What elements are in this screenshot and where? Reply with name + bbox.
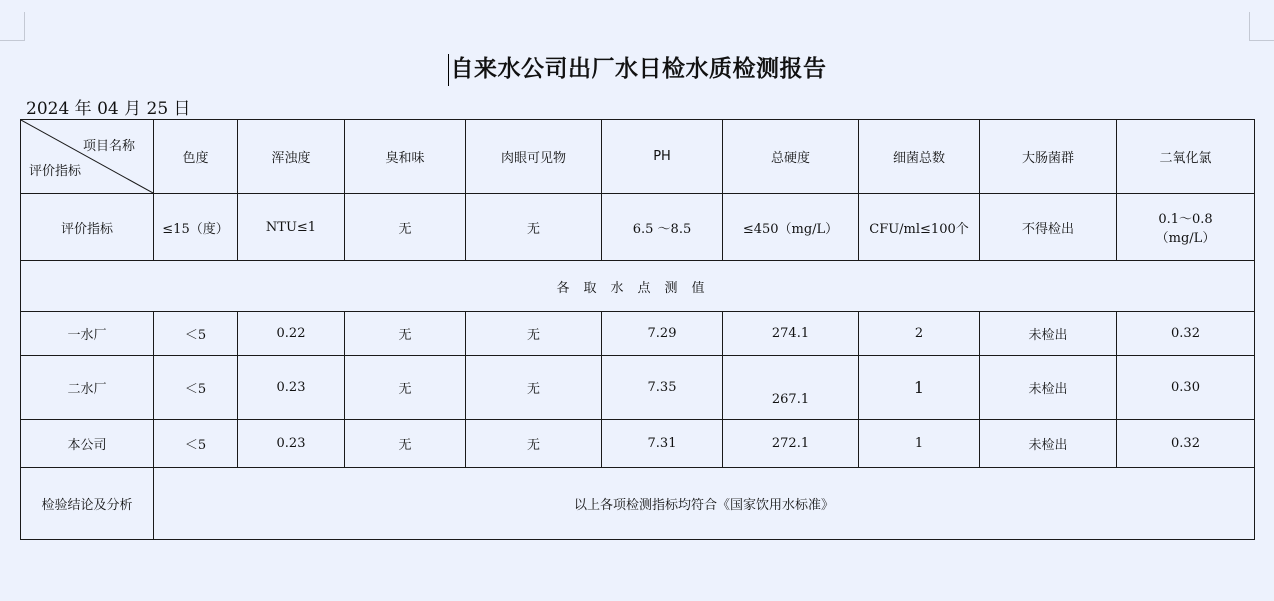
- standard-cell: ≤15（度）: [154, 194, 238, 261]
- chlorine-range: 0.1～0.8: [1158, 212, 1213, 227]
- corner-label-criteria: 评价指标: [29, 164, 82, 179]
- value-cell: 1: [859, 420, 980, 468]
- value-cell: 未检出: [980, 312, 1117, 356]
- value-cell: 1: [859, 356, 980, 420]
- row-label: 评价指标: [21, 194, 154, 261]
- header-row: [21, 120, 1255, 194]
- standard-row: [21, 194, 1255, 261]
- header-cell: PH: [602, 120, 723, 194]
- value-cell: 无: [466, 312, 602, 356]
- value-cell: 无: [345, 356, 466, 420]
- value-cell: 7.29: [602, 312, 723, 356]
- standard-cell-chlorine: [1117, 194, 1255, 261]
- row-label: 二水厂: [21, 356, 154, 420]
- standard-cell: 不得检出: [980, 194, 1117, 261]
- value-cell: 0.30: [1117, 356, 1255, 420]
- row-label: 本公司: [21, 420, 154, 468]
- table-row: [21, 312, 1255, 356]
- report-date: 2024 年 04 月 25 日: [26, 99, 191, 119]
- value-cell: 无: [466, 356, 602, 420]
- standard-cell: CFU/ml≤100个: [859, 194, 980, 261]
- value-cell: 无: [466, 420, 602, 468]
- value-cell-wrap: [723, 356, 859, 420]
- value-cell: 0.32: [1117, 420, 1255, 468]
- header-cell: 浑浊度: [238, 120, 345, 194]
- value-cell: 7.35: [602, 356, 723, 420]
- value-cell: 274.1: [723, 312, 859, 356]
- value-cell: 未检出: [980, 356, 1117, 420]
- header-cell: 肉眼可见物: [466, 120, 602, 194]
- header-cell: 色度: [154, 120, 238, 194]
- header-cell: 总硬度: [723, 120, 859, 194]
- value-cell: 2: [859, 312, 980, 356]
- value-cell: 0.23: [238, 356, 345, 420]
- standard-cell: 无: [345, 194, 466, 261]
- standard-cell: 6.5 ～8.5: [602, 194, 723, 261]
- header-cell: 二氧化氯: [1117, 120, 1255, 194]
- standard-cell: ≤450（mg/L）: [723, 194, 859, 261]
- chlorine-unit: （mg/L）: [1155, 231, 1216, 246]
- value-cell: 0.23: [238, 420, 345, 468]
- value-cell: 0.22: [238, 312, 345, 356]
- section-title: 各取水点测值: [21, 261, 1255, 312]
- value-cell: 272.1: [723, 420, 859, 468]
- value-cell: 7.31: [602, 420, 723, 468]
- page-corner-top-right: [1249, 12, 1274, 41]
- diagonal-header-cell: [21, 120, 154, 194]
- value-cell: 未检出: [980, 420, 1117, 468]
- header-cell: 臭和味: [345, 120, 466, 194]
- header-cell: 大肠菌群: [980, 120, 1117, 194]
- value-cell: ＜5: [154, 356, 238, 420]
- value-cell: 无: [345, 312, 466, 356]
- value-cell: ＜5: [154, 312, 238, 356]
- header-cell: 细菌总数: [859, 120, 980, 194]
- value-cell: ＜5: [154, 420, 238, 468]
- water-quality-table: [20, 119, 1255, 540]
- section-row: [21, 261, 1255, 312]
- page-corner-top-left: [0, 12, 25, 41]
- report-title[interactable]: [0, 50, 1274, 86]
- value-cell: 267.1: [771, 392, 810, 407]
- standard-cell: 无: [466, 194, 602, 261]
- value-cell: 0.32: [1117, 312, 1255, 356]
- standard-cell: NTU≤1: [238, 194, 345, 261]
- diagonal-line: [21, 120, 153, 193]
- corner-label-item-name: 项目名称: [82, 139, 135, 154]
- conclusion-text: 以上各项检测指标均符合《国家饮用水标准》: [154, 468, 1255, 540]
- table-row: [21, 420, 1255, 468]
- text-cursor: [448, 54, 449, 86]
- conclusion-row: [21, 468, 1255, 540]
- value-cell: 无: [345, 420, 466, 468]
- row-label: 一水厂: [21, 312, 154, 356]
- conclusion-label: 检验结论及分析: [21, 468, 154, 540]
- table-row: [21, 356, 1255, 420]
- report-title-text: 自来水公司出厂水日检水质检测报告: [450, 55, 827, 82]
